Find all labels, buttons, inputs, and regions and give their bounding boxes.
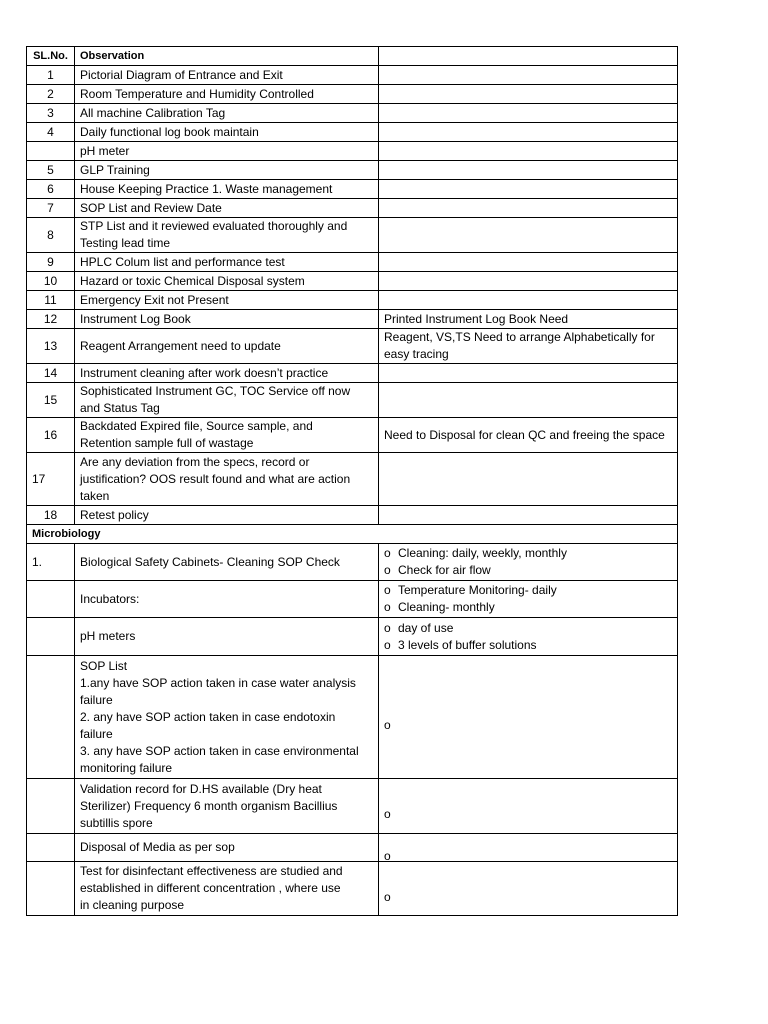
remark-cell [379,383,678,418]
cell-line: House Keeping Practice 1. Waste management [80,181,333,196]
cell-line: All machine Calibration Tag [80,105,226,120]
observation-cell [75,85,379,104]
remark-cell [379,364,678,383]
bullet-item: o Cleaning: daily, weekly, monthly [384,545,672,562]
observation-cell [75,544,379,581]
sl-no-cell: 9 [27,253,75,272]
sl-no-cell: 2 [27,85,75,104]
micro-table-row [27,581,678,618]
sl-no-cell [27,779,75,834]
cell-line: Are any deviation from the specs, record or [80,454,310,469]
remark-cell [379,544,678,581]
header-remark [379,47,678,66]
table-row [27,418,678,453]
cell-line: justification? OOS result found and what are action [80,471,351,486]
remark-cell [379,834,678,862]
table-row [27,199,678,218]
cell-line: Testing lead time [80,236,171,250]
cell-line: taken [80,488,110,503]
cell-line: 2. any have SOP action taken in case endotoxin [80,709,336,724]
observation-cell [75,180,379,199]
sl-no-cell: 11 [27,291,75,310]
observation-cell [75,142,379,161]
observation-cell [75,104,379,123]
bullet-item: o Check for air flow [384,562,672,579]
sl-no-cell: 10 [27,272,75,291]
micro-table-row [27,834,678,862]
observation-table [26,46,678,916]
sl-no-cell: 12 [27,310,75,329]
header-row [27,47,678,66]
cell-line: Biological Safety Cabinets- Cleaning SOP Check [80,554,340,569]
table-row [27,218,678,253]
cell-line: HPLC Colum list and performance test [80,254,285,269]
cell-line: Reagent Arrangement need to update [80,338,281,353]
observation-table-body [27,47,678,916]
sl-no-cell: 15 [27,383,75,418]
observation-cell [75,618,379,656]
cell-line: Instrument cleaning after work doesn’t practice [80,365,329,380]
table-row [27,364,678,383]
sl-no-cell: 14 [27,364,75,383]
table-row [27,310,678,329]
cell-line: SOP List [80,658,128,673]
cell-line: Need to Disposal for clean QC and freeing the space [384,427,665,442]
remark-cell [379,272,678,291]
bullet-item: o Temperature Monitoring- daily [384,582,672,599]
header-observation: Observation [75,47,379,66]
sl-no-cell [27,656,75,779]
cell-line: easy tracing [384,347,449,361]
observation-cell [75,199,379,218]
cell-line: Printed Instrument Log Book Need [384,311,569,326]
sl-no-cell: 17 [27,453,75,506]
cell-line: Backdated Expired file, Source sample, and [80,419,313,433]
remark-cell [379,85,678,104]
sl-no-cell: 6 [27,180,75,199]
observation-cell [75,161,379,180]
remark-cell [379,66,678,85]
micro-table-row [27,618,678,656]
observation-cell [75,310,379,329]
sl-no-cell: 8 [27,218,75,253]
cell-line: Sophisticated Instrument GC, TOC Service off now [80,384,351,398]
observation-cell [75,218,379,253]
sl-no-cell: 18 [27,506,75,525]
sl-no-cell [27,862,75,916]
observation-cell [75,506,379,525]
observation-cell [75,66,379,85]
header-sl-no: SL.No. [27,47,75,66]
cell-line: Incubators: [80,591,140,606]
sl-no-cell [27,581,75,618]
section-title: Microbiology [27,525,678,544]
table-row [27,85,678,104]
observation-cell [75,834,379,862]
cell-line: Disposal of Media as per sop [80,840,235,854]
observation-cell [75,656,379,779]
remark-cell [379,199,678,218]
bullet-list [384,582,672,616]
micro-table-row [27,779,678,834]
sl-no-cell: 16 [27,418,75,453]
cell-line: pH meter [80,143,130,158]
cell-line: failure [80,692,113,707]
remark-cell [379,142,678,161]
observation-cell [75,364,379,383]
table-row [27,104,678,123]
table-row [27,180,678,199]
bullet-list [384,620,672,654]
cell-line: Retest policy [80,507,149,522]
remark-cell [379,656,678,779]
cell-line: failure [80,726,113,741]
remark-cell [379,104,678,123]
observation-cell [75,272,379,291]
table-row [27,383,678,418]
observation-cell [75,383,379,418]
remark-cell [379,161,678,180]
table-row [27,253,678,272]
remark-cell [379,310,678,329]
cell-line: subtillis spore [80,815,153,830]
cell-line: Instrument Log Book [80,311,191,326]
table-row [27,291,678,310]
observation-cell [75,253,379,272]
cell-line: Reagent, VS,TS Need to arrange Alphabetically for [384,330,655,344]
observation-cell [75,862,379,916]
remark-cell [379,418,678,453]
cell-line: Pictorial Diagram of Entrance and Exit [80,67,283,82]
remark-cell [379,581,678,618]
cell-line: and Status Tag [80,401,160,415]
cell-line: Retention sample full of wastage [80,436,254,450]
sl-no-cell: 4 [27,123,75,142]
sl-no-cell: 13 [27,329,75,364]
table-row [27,123,678,142]
cell-line: monitoring failure [80,760,173,775]
table-row [27,453,678,506]
sl-no-cell [27,618,75,656]
micro-table-row [27,862,678,916]
remark-cell [379,123,678,142]
table-row [27,329,678,364]
sl-no-cell [27,142,75,161]
sl-no-cell [27,834,75,862]
bullet-list [384,545,672,579]
bullet-item: o 3 levels of buffer solutions [384,637,672,654]
observation-cell [75,581,379,618]
cell-line: 1.any have SOP action taken in case water analysis [80,675,356,690]
table-row [27,161,678,180]
observation-cell [75,329,379,364]
table-row [27,272,678,291]
remark-cell [379,329,678,364]
cell-line: 3. any have SOP action taken in case environmental [80,743,359,758]
micro-table-row [27,544,678,581]
remark-cell [379,291,678,310]
remark-cell [379,453,678,506]
table-row [27,142,678,161]
section-row [27,525,678,544]
cell-line: Emergency Exit not Present [80,292,229,307]
table-row [27,66,678,85]
cell-line: Daily functional log book maintain [80,124,259,139]
sl-no-cell: 7 [27,199,75,218]
cell-line: STP List and it reviewed evaluated thoroughly and [80,219,348,233]
cell-line: GLP Training [80,162,150,177]
cell-line: Hazard or toxic Chemical Disposal system [80,273,305,288]
remark-cell [379,506,678,525]
sl-no-cell: 3 [27,104,75,123]
bullet-item: o Cleaning- monthly [384,599,672,616]
remark-cell [379,253,678,272]
cell-line: Sterilizer) Frequency 6 month organism Bacillius [80,798,338,813]
table-row [27,506,678,525]
bullet-item: o day of use [384,620,672,637]
observation-cell [75,453,379,506]
observation-cell [75,418,379,453]
observation-cell [75,123,379,142]
sl-no-cell: 1 [27,66,75,85]
remark-cell [379,862,678,916]
remark-cell [379,218,678,253]
sl-no-cell: 1. [27,544,75,581]
cell-line: established in different concentration , where use [80,881,341,895]
cell-line: Test for disinfectant effectiveness are studied and [80,864,343,878]
cell-line: Room Temperature and Humidity Controlled [80,86,314,101]
cell-line: SOP List and Review Date [80,200,222,215]
observation-cell [75,291,379,310]
remark-cell [379,180,678,199]
cell-line: pH meters [80,629,136,643]
observation-cell [75,779,379,834]
remark-cell [379,779,678,834]
remark-cell [379,618,678,656]
micro-table-row [27,656,678,779]
cell-line: in cleaning purpose [80,898,185,912]
cell-line: Validation record for D.HS available (Dry heat [80,781,322,796]
sl-no-cell: 5 [27,161,75,180]
